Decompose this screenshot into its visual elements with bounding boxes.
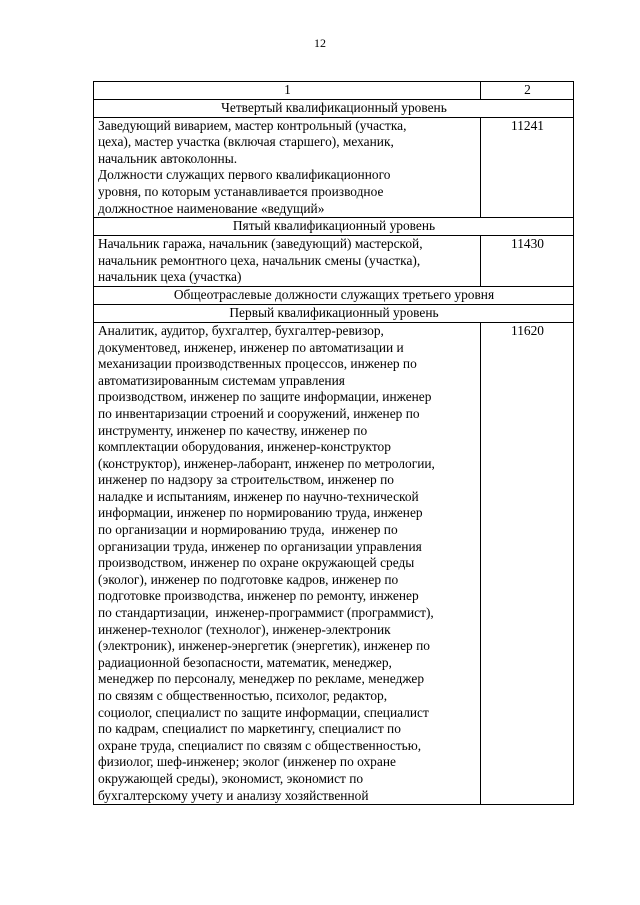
text-line: наладке и испытаниям, инженер по научно-технической bbox=[98, 488, 419, 504]
page-number: 12 bbox=[314, 36, 326, 50]
code-cell: 11620 bbox=[481, 322, 574, 804]
position-list-cell bbox=[94, 322, 481, 804]
text-line: Аналитик, аудитор, бухгалтер, бухгалтер-ревизор, bbox=[98, 322, 384, 338]
text-line: по стандартизации, инженер-программист (программист), bbox=[98, 605, 434, 621]
text-line: физиолог, шеф-инженер; эколог (инженер по охране bbox=[98, 754, 396, 770]
text-line: Заведующий виварием, мастер контрольный (участка, bbox=[98, 117, 407, 133]
text-line: менеджер по персоналу, менеджер по рекламе, менеджер bbox=[98, 671, 425, 687]
text-line: инженер по надзору за строительством, инженер по bbox=[98, 472, 394, 488]
table-body bbox=[94, 82, 574, 805]
code-cell: 11430 bbox=[481, 236, 574, 287]
text-line: начальник ремонтного цеха, начальник смены (участка), bbox=[98, 252, 421, 268]
section-row-level-5 bbox=[94, 218, 574, 236]
table-row bbox=[94, 322, 574, 804]
section-title: Пятый квалификационный уровень bbox=[94, 218, 574, 236]
text-line: должностное наименование «ведущий» bbox=[98, 200, 325, 216]
position-list-cell bbox=[94, 117, 481, 218]
text-line: комплектации оборудования, инженер-конструктор bbox=[98, 439, 391, 455]
text-line: по инвентаризации строений и сооружений, инженер по bbox=[98, 405, 420, 421]
text-line: социолог, специалист по защите информации, специалист bbox=[98, 704, 429, 720]
section-row-level-4 bbox=[94, 99, 574, 117]
text-line: радиационной безопасности, математик, менеджер, bbox=[98, 654, 392, 670]
text-line: охране труда, специалист по связям с общественностью, bbox=[98, 737, 422, 753]
text-line: документовед, инженер, инженер по автоматизации и bbox=[98, 339, 404, 355]
text-line: производством, инженер по охране окружающей среды bbox=[98, 555, 415, 571]
text-line: механизации производственных процессов, инженер по bbox=[98, 356, 417, 372]
table-header-row bbox=[94, 82, 574, 100]
text-line: по организации и нормированию труда, инженер по bbox=[98, 522, 398, 538]
text-line: (эколог), инженер по подготовке кадров, инженер по bbox=[98, 571, 399, 587]
text-line: информации, инженер по нормированию труда, инженер bbox=[98, 505, 423, 521]
text-line: уровня, по которым устанавливается производное bbox=[98, 183, 384, 199]
text-line: начальник автоколонны. bbox=[98, 150, 238, 166]
section-row-third-tier bbox=[94, 286, 574, 304]
text-line: (электроник), инженер-энергетик (энергетик), инженер по bbox=[98, 638, 430, 654]
table-row bbox=[94, 236, 574, 287]
text-line: инструменту, инженер по качеству, инженер по bbox=[98, 422, 368, 438]
section-row-level-1 bbox=[94, 304, 574, 322]
code-cell: 11241 bbox=[481, 117, 574, 218]
position-list-cell bbox=[94, 236, 481, 287]
qualification-table bbox=[93, 81, 574, 805]
text-line: инженер-технолог (технолог), инженер-электроник bbox=[98, 621, 391, 637]
column-header-2: 2 bbox=[481, 82, 574, 100]
text-line: Должности служащих первого квалификационного bbox=[98, 167, 391, 183]
table-row bbox=[94, 117, 574, 218]
section-title: Четвертый квалификационный уровень bbox=[94, 99, 574, 117]
text-line: по кадрам, специалист по маркетингу, специалист по bbox=[98, 721, 401, 737]
text-line: автоматизированным системам управления bbox=[98, 372, 345, 388]
column-header-1: 1 bbox=[94, 82, 481, 100]
text-line: (конструктор), инженер-лаборант, инженер по метрологии, bbox=[98, 455, 435, 471]
text-line: начальник цеха (участка) bbox=[98, 269, 242, 285]
text-line: организации труда, инженер по организации управления bbox=[98, 538, 422, 554]
section-title: Первый квалификационный уровень bbox=[94, 304, 574, 322]
text-line: бухгалтерскому учету и анализу хозяйственной bbox=[98, 787, 369, 803]
text-line: Начальник гаража, начальник (заведующий) мастерской, bbox=[98, 236, 423, 252]
text-line: производством, инженер по защите информации, инженер bbox=[98, 389, 432, 405]
text-line: окружающей среды), экономист, экономист по bbox=[98, 770, 364, 786]
text-line: цеха), мастер участка (включая старшего), механик, bbox=[98, 134, 394, 150]
text-line: по связям с общественностью, психолог, редактор, bbox=[98, 688, 388, 703]
text-line: подготовке производства, инженер по ремонту, инженер bbox=[98, 588, 419, 604]
section-title: Общеотраслевые должности служащих третьего уровня bbox=[94, 286, 574, 304]
